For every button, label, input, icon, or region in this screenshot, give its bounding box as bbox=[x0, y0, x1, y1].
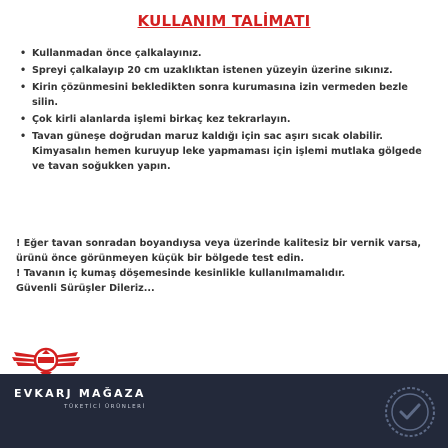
brand-name: EVKARJ MAĞAZA bbox=[14, 387, 146, 400]
warning-note: ! Eğer tavan sonradan boyandıysa veya üzerinde kalitesiz bir vernik varsa, ürünü önce görünmeyen küçük bir bölgede test edin. bbox=[16, 238, 422, 264]
list-item: • Kullanmadan önce çalkalayınız. bbox=[20, 48, 202, 59]
brand-tagline: TÜKETİCİ ÜRÜNLERİ bbox=[64, 404, 146, 410]
list-item-text: Çok kirli alanlarda işlemi birkaç kez tekrarlayın. bbox=[32, 114, 291, 125]
closing-message: Güvenli Sürüşler Dileriz... bbox=[16, 283, 155, 294]
warning-notes bbox=[16, 236, 436, 296]
list-item: • Spreyi çalkalayıp 20 cm uzaklıktan istenen yüzeyin üzerine sıkınız. bbox=[20, 65, 393, 76]
footer-bar bbox=[0, 374, 448, 448]
instruction-list bbox=[18, 46, 434, 176]
list-item-text: Kullanmadan önce çalkalayınız. bbox=[32, 48, 202, 59]
list-item-text: Spreyi çalkalayıp 20 cm uzaklıktan istenen yüzeyin üzerine sıkınız. bbox=[32, 65, 393, 76]
list-item: • Tavan güneşe doğrudan maruz kaldığı için sac aşırı sıcak olabilir. Kimyasalın hemen kuruyup leke yapmaması için işlemi mutlaka gölgede ve tavan soğukken yapın. bbox=[20, 131, 422, 172]
list-item-text: Kirin çözünmesini bekledikten sonra kurumasına izin vermeden bezle silin. bbox=[32, 82, 408, 108]
quality-seal-icon bbox=[384, 386, 436, 438]
warning-note: ! Tavanın iç kumaş döşemesinde kesinlikle kullanılmamalıdır. bbox=[16, 268, 346, 279]
list-item: • Çok kirli alanlarda işlemi birkaç kez tekrarlayın. bbox=[20, 114, 291, 125]
page-title: KULLANIM TALİMATI bbox=[137, 12, 311, 30]
list-item-text: Tavan güneşe doğrudan maruz kaldığı için sac aşırı sıcak olabilir. Kimyasalın hemen kuruyup leke yapmaması için işlemi mutlaka gölgede ve tavan soğukken yapın. bbox=[32, 131, 422, 172]
list-item: • Kirin çözünmesini bekledikten sonra kurumasına izin vermeden bezle silin. bbox=[20, 82, 408, 108]
